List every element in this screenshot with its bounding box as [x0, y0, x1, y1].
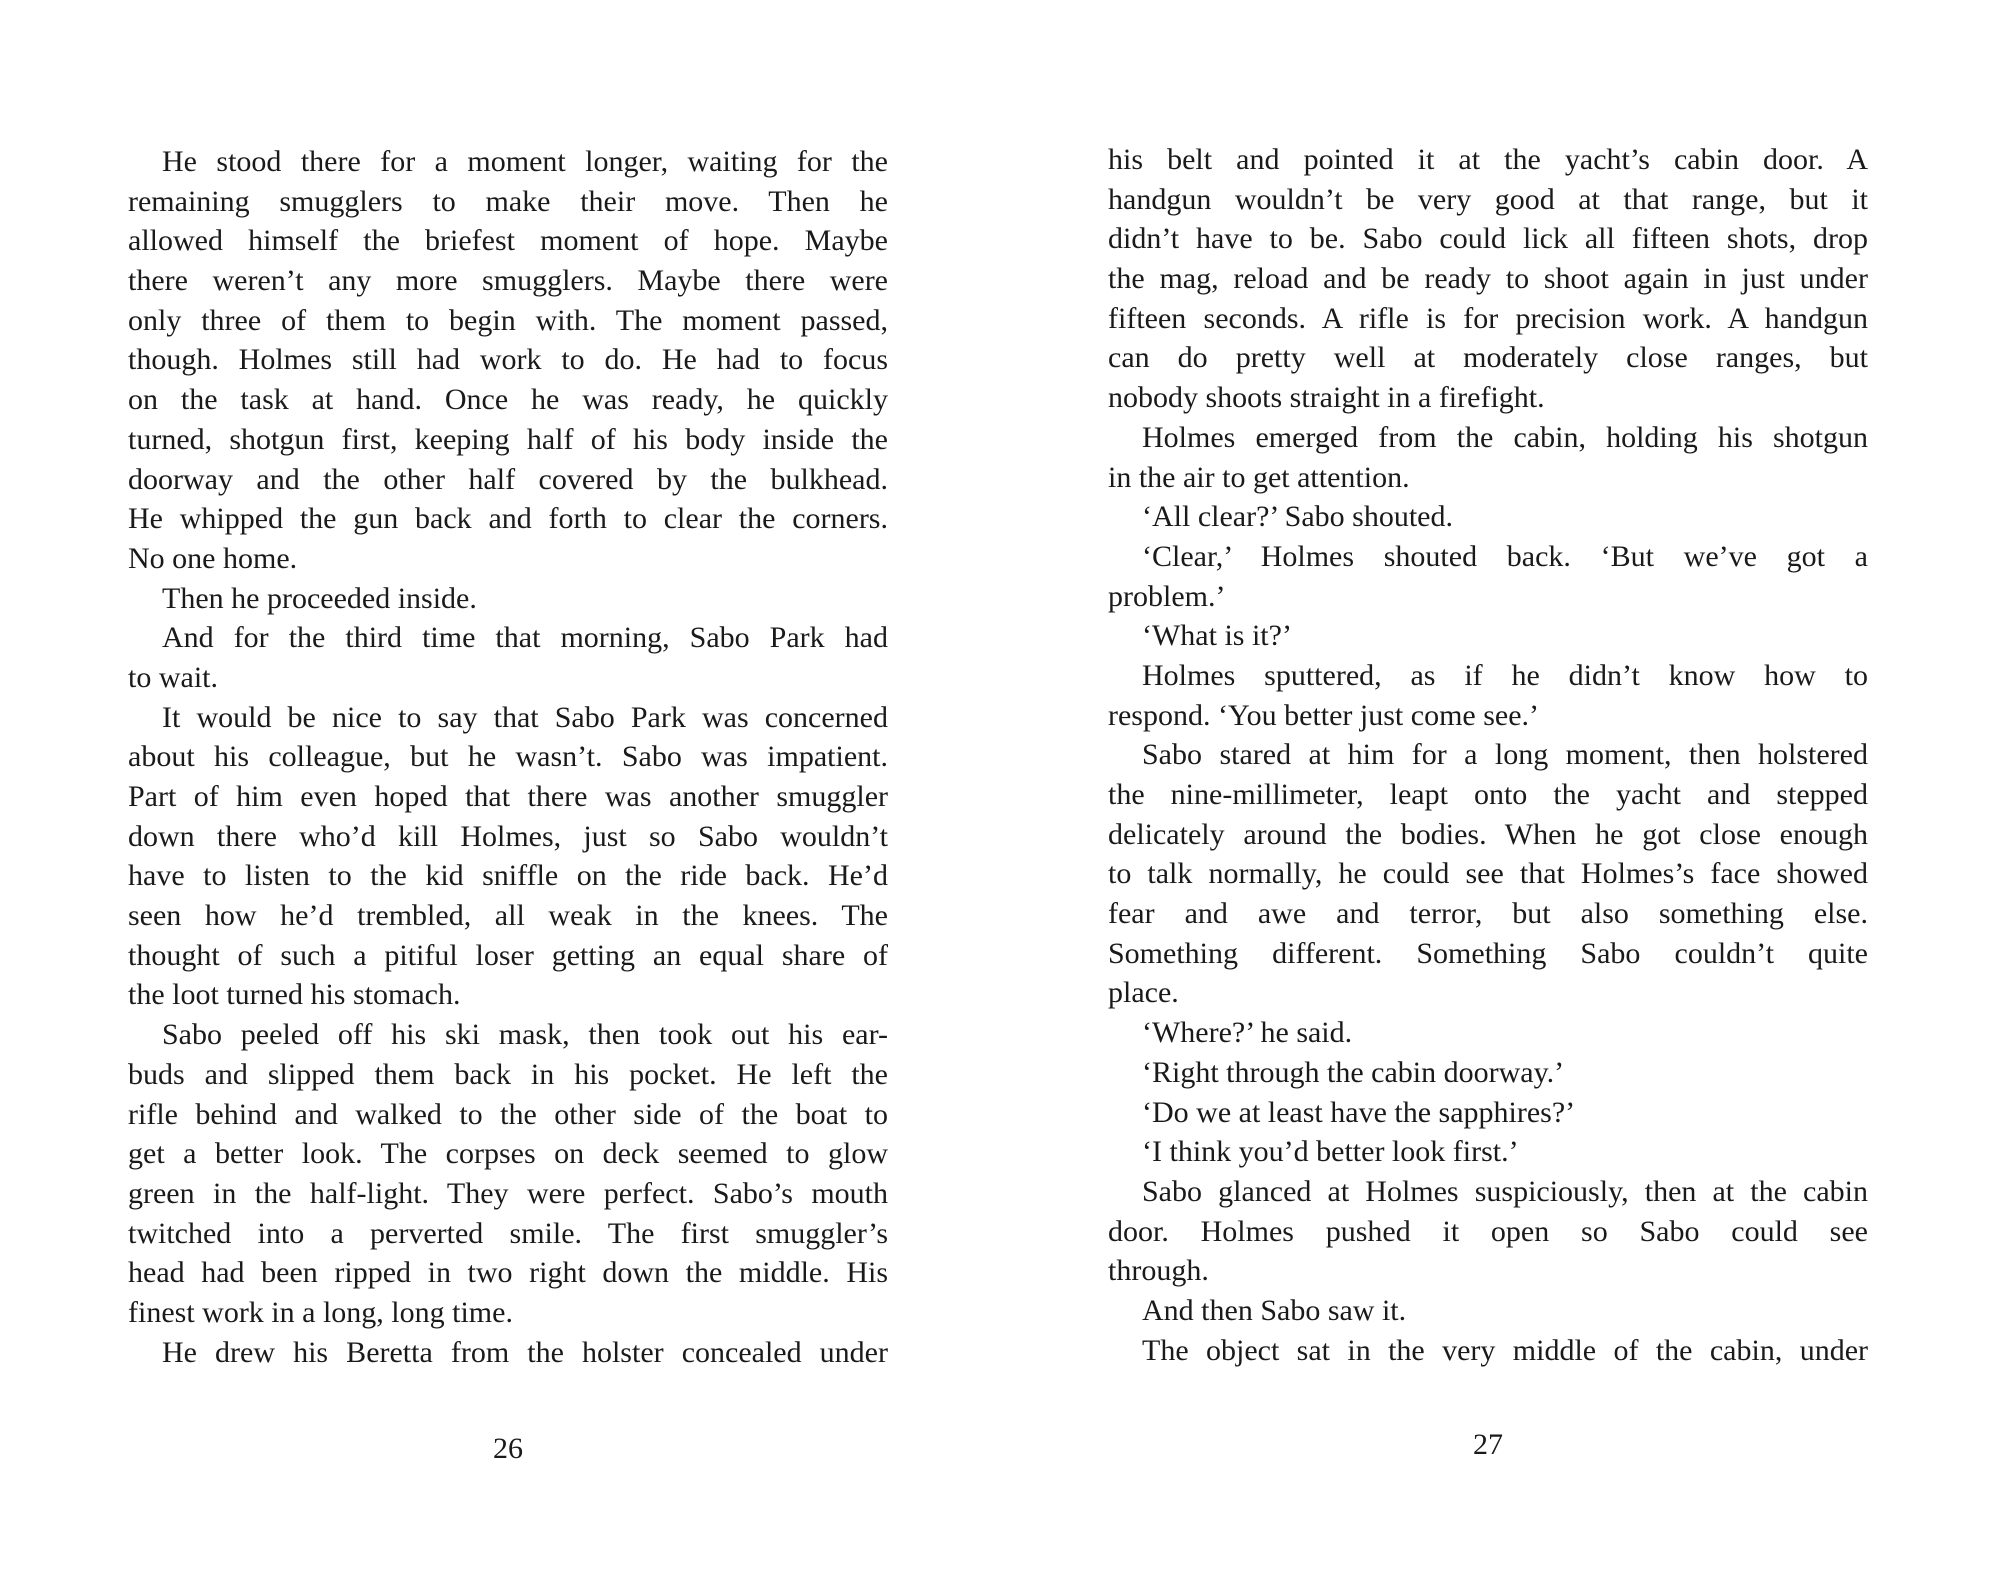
text-line: Sabo peeled off his ski mask, then took out his ear-	[162, 1018, 888, 1052]
text-line: allowed himself the briefest moment of hope. Maybe	[128, 224, 888, 258]
text-line: He drew his Beretta from the holster concealed under	[162, 1335, 888, 1369]
text-line: It would be nice to say that Sabo Park was concerned	[162, 700, 888, 734]
text-line: Sabo glanced at Holmes suspiciously, then at the cabin	[1142, 1174, 1868, 1208]
text-line: though. Holmes still had work to do. He had to focus	[128, 343, 888, 377]
text-line: Sabo stared at him for a long moment, then holstered	[1142, 738, 1868, 772]
text-line: ‘Where?’ he said.	[1142, 1016, 1353, 1050]
text-line: to wait.	[128, 660, 218, 694]
text-line: buds and slipped them back in his pocket. He left the	[128, 1057, 888, 1091]
text-line: to talk normally, he could see that Holmes’s face showed	[1108, 857, 1868, 891]
text-line: rifle behind and walked to the other side of the boat to	[128, 1097, 888, 1131]
text-line: down there who’d kill Holmes, just so Sabo wouldn’t	[128, 819, 888, 853]
text-line: only three of them to begin with. The moment passed,	[128, 303, 888, 337]
text-line: doorway and the other half covered by the bulkhead.	[128, 462, 888, 496]
text-line: finest work in a long, long time.	[128, 1295, 513, 1329]
text-line: the nine-millimeter, leapt onto the yacht and stepped	[1108, 778, 1868, 811]
text-line: green in the half-light. They were perfect. Sabo’s mouth	[128, 1176, 888, 1210]
text-line: didn’t have to be. Sabo could lick all fifteen shots, drop	[1108, 222, 1868, 256]
text-line: Part of him even hoped that there was another smuggler	[128, 780, 888, 813]
text-line: He whipped the gun back and forth to clear the corners.	[128, 502, 888, 536]
text-line: in the air to get attention.	[1108, 460, 1410, 494]
text-line: problem.’	[1108, 579, 1226, 613]
text-line: about his colleague, but he wasn’t. Sabo was impatient.	[128, 740, 888, 774]
left-page-text	[128, 142, 888, 1372]
text-line: the loot turned his stomach.	[128, 978, 461, 1012]
page-number: 26	[493, 1432, 523, 1465]
text-line: Then he proceeded inside.	[162, 581, 477, 615]
text-line: And then Sabo saw it.	[1142, 1293, 1407, 1327]
text-line: fifteen seconds. A rifle is for precision work. A handgun	[1108, 301, 1868, 335]
text-line: get a better look. The corpses on deck seemed to glow	[128, 1137, 888, 1171]
text-line: ‘Right through the cabin doorway.’	[1142, 1055, 1565, 1089]
text-line: the mag, reload and be ready to shoot again in just under	[1108, 262, 1868, 296]
text-line: ‘I think you’d better look first.’	[1142, 1135, 1519, 1169]
text-line: Holmes sputtered, as if he didn’t know how to	[1142, 658, 1868, 692]
right-page-text	[1108, 140, 1868, 1370]
text-line: The object sat in the very middle of the cabin, under	[1142, 1333, 1868, 1367]
text-line: remaining smugglers to make their move. Then he	[128, 184, 888, 218]
text-line: delicately around the bodies. When he got close enough	[1108, 817, 1868, 851]
text-line: ‘What is it?’	[1142, 619, 1292, 653]
text-line: respond. ‘You better just come see.’	[1108, 698, 1540, 732]
text-line: No one home.	[128, 541, 298, 575]
text-line: handgun wouldn’t be very good at that range, but it	[1108, 182, 1868, 216]
text-line: have to listen to the kid sniffle on the ride back. He’d	[128, 859, 888, 893]
text-line: ‘Do we at least have the sapphires?’	[1142, 1095, 1576, 1129]
text-line: ‘Clear,’ Holmes shouted back. ‘But we’ve got a	[1142, 539, 1868, 573]
text-line: Holmes emerged from the cabin, holding his shotgun	[1142, 420, 1868, 454]
text-line: ‘All clear?’ Sabo shouted.	[1142, 500, 1454, 534]
text-line: Something different. Something Sabo couldn’t quite	[1108, 936, 1868, 970]
text-line: He stood there for a moment longer, waiting for the	[162, 145, 888, 178]
text-line: turned, shotgun first, keeping half of his body inside the	[128, 422, 888, 456]
text-line: head had been ripped in two right down the middle. His	[128, 1256, 888, 1290]
text-line: can do pretty well at moderately close ranges, but	[1108, 341, 1868, 375]
text-line: fear and awe and terror, but also something else.	[1108, 897, 1868, 931]
text-line: And for the third time that morning, Sabo Park had	[162, 621, 888, 655]
text-line: seen how he’d trembled, all weak in the knees. The	[128, 899, 888, 933]
text-line: door. Holmes pushed it open so Sabo could see	[1108, 1214, 1868, 1248]
text-line: through.	[1108, 1254, 1209, 1288]
text-line: his belt and pointed it at the yacht’s cabin door. A	[1108, 143, 1868, 176]
text-line: place.	[1108, 976, 1179, 1010]
text-line: thought of such a pitiful loser getting an equal share of	[128, 938, 888, 972]
page-number: 27	[1473, 1428, 1503, 1461]
text-line: twitched into a perverted smile. The first smuggler’s	[128, 1216, 888, 1250]
text-line: there weren’t any more smugglers. Maybe there were	[128, 264, 888, 298]
text-line: on the task at hand. Once he was ready, he quickly	[128, 383, 888, 417]
text-line: nobody shoots straight in a firefight.	[1108, 381, 1545, 415]
